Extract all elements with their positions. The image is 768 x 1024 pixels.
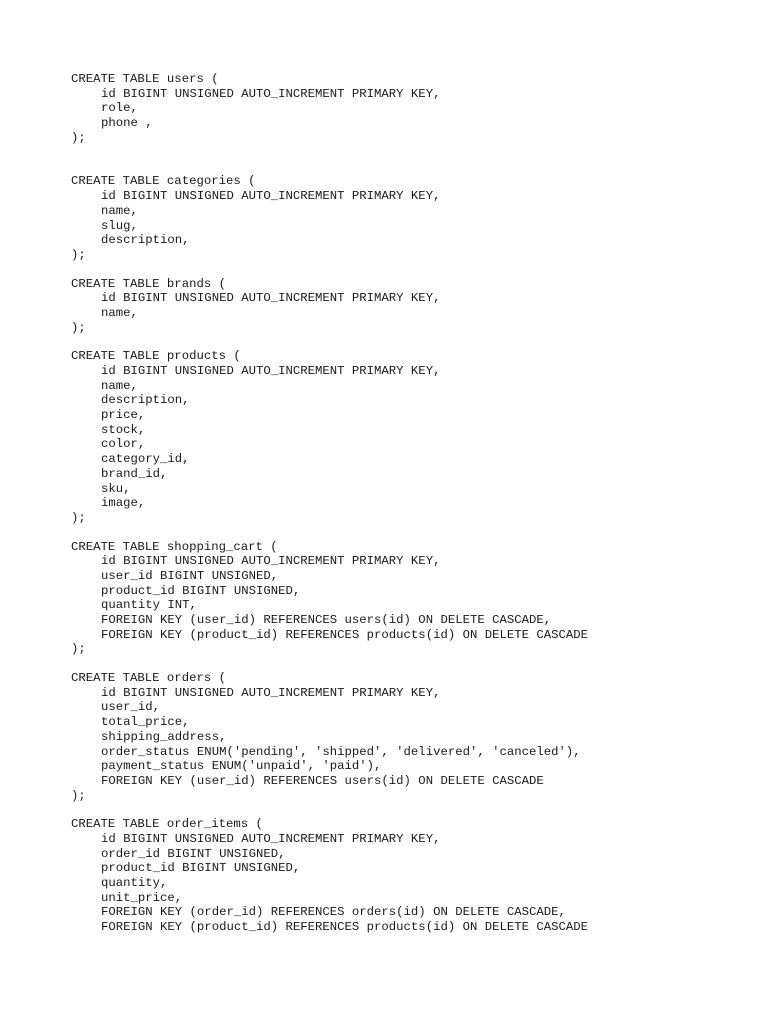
column-definition: shipping_address, — [101, 729, 227, 744]
column-definition: id BIGINT UNSIGNED AUTO_INCREMENT PRIMARY KEY, — [101, 554, 441, 569]
column-definition: id BIGINT UNSIGNED AUTO_INCREMENT PRIMARY KEY, — [101, 831, 441, 846]
foreign-key-definition: FOREIGN KEY (user_id) REFERENCES users(id) ON DELETE CASCADE, — [101, 613, 552, 627]
column-definition: phone , — [101, 116, 153, 131]
column-definition: slug, — [101, 218, 138, 233]
spacer — [71, 145, 751, 174]
column-definition: price, — [101, 408, 146, 423]
column-definition: payment_status ENUM('unpaid', 'paid'), — [101, 759, 382, 774]
column-definition: brand_id, — [101, 466, 168, 481]
table-block-brands — [71, 277, 751, 336]
column-definition: id BIGINT UNSIGNED AUTO_INCREMENT PRIMARY KEY, — [101, 86, 441, 101]
column-definition: description, — [101, 233, 190, 248]
column-definition: user_id, — [101, 700, 161, 715]
create-table-footer: ); — [71, 788, 86, 803]
table-block-shopping-cart — [71, 540, 751, 658]
foreign-key-definition: FOREIGN KEY (order_id) REFERENCES orders(id) ON DELETE CASCADE, — [101, 905, 566, 920]
column-definition: id BIGINT UNSIGNED AUTO_INCREMENT PRIMARY KEY, — [101, 364, 441, 378]
create-table-footer: ); — [71, 510, 86, 525]
foreign-key-definition: FOREIGN KEY (user_id) REFERENCES users(id) ON DELETE CASCADE — [101, 773, 544, 788]
column-definition: name, — [101, 305, 138, 320]
column-definition: unit_price, — [101, 890, 183, 905]
column-definition: product_id BIGINT UNSIGNED, — [101, 583, 301, 598]
column-definition: name, — [101, 203, 138, 218]
create-table-header: CREATE TABLE categories ( — [71, 174, 256, 189]
create-table-header: CREATE TABLE products ( — [71, 349, 241, 364]
table-block-users — [71, 72, 751, 145]
column-definition: color, — [101, 437, 146, 452]
table-block-order-items — [71, 817, 751, 935]
column-definition: id BIGINT UNSIGNED AUTO_INCREMENT PRIMARY KEY, — [101, 189, 441, 204]
create-table-header: CREATE TABLE brands ( — [71, 276, 226, 291]
sql-document — [71, 72, 751, 935]
create-table-header: CREATE TABLE orders ( — [71, 671, 226, 686]
column-definition: image, — [101, 496, 146, 511]
create-table-header: CREATE TABLE users ( — [71, 72, 219, 86]
column-definition: user_id BIGINT UNSIGNED, — [101, 568, 279, 583]
spacer — [71, 803, 751, 817]
table-block-orders — [71, 671, 751, 803]
table-block-categories — [71, 174, 751, 262]
create-table-header: CREATE TABLE order_items ( — [71, 817, 263, 832]
column-definition: stock, — [101, 422, 146, 437]
spacer — [71, 526, 751, 540]
column-definition: id BIGINT UNSIGNED AUTO_INCREMENT PRIMARY KEY, — [101, 291, 441, 306]
column-definition: total_price, — [101, 715, 190, 730]
create-table-header: CREATE TABLE shopping_cart ( — [71, 539, 278, 554]
column-definition: sku, — [101, 481, 131, 496]
create-table-footer: ); — [71, 247, 86, 262]
column-definition: product_id BIGINT UNSIGNED, — [101, 861, 301, 876]
column-definition: order_id BIGINT UNSIGNED, — [101, 846, 286, 861]
column-definition: role, — [101, 101, 138, 116]
create-table-footer: ); — [71, 130, 86, 145]
column-definition: description, — [101, 393, 190, 408]
column-definition: id BIGINT UNSIGNED AUTO_INCREMENT PRIMARY KEY, — [101, 685, 441, 700]
column-definition: category_id, — [101, 452, 190, 467]
spacer — [71, 657, 751, 671]
create-table-footer: ); — [71, 320, 86, 335]
column-definition: order_status ENUM('pending', 'shipped', 'delivered', 'canceled'), — [101, 744, 581, 759]
spacer — [71, 263, 751, 277]
column-definition: quantity INT, — [101, 598, 197, 613]
column-definition: name, — [101, 378, 138, 393]
create-table-footer: ); — [71, 642, 86, 657]
table-block-products — [71, 349, 751, 525]
foreign-key-definition: FOREIGN KEY (product_id) REFERENCES products(id) ON DELETE CASCADE — [101, 627, 589, 642]
foreign-key-definition: FOREIGN KEY (product_id) REFERENCES products(id) ON DELETE CASCADE — [101, 920, 589, 935]
column-definition: quantity, — [101, 876, 168, 890]
spacer — [71, 335, 751, 349]
